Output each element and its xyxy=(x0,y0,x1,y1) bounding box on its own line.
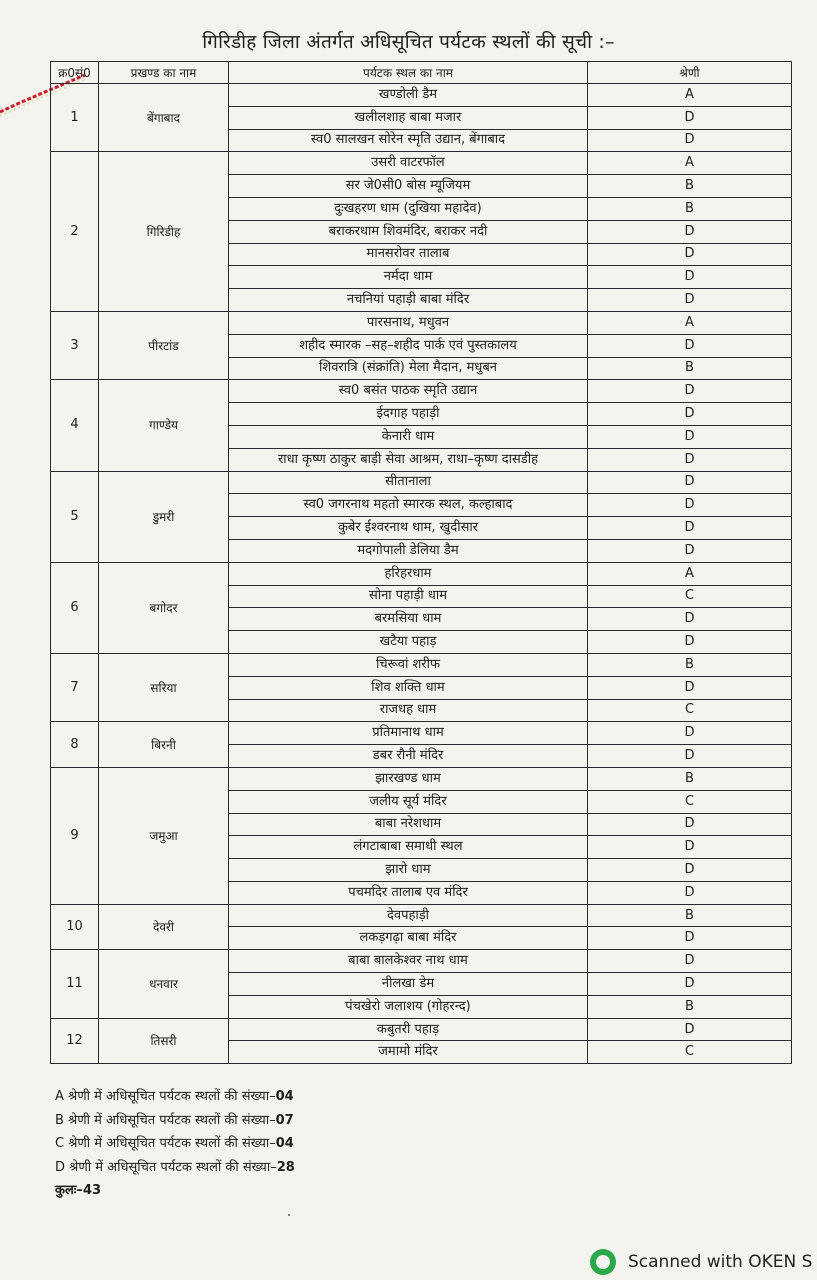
category-cell: D xyxy=(588,927,792,950)
category-cell: D xyxy=(588,471,792,494)
serial-number-cell: 9 xyxy=(51,767,99,904)
site-name-cell: बरमसिया धाम xyxy=(229,608,588,631)
site-name-cell: उसरी वाटरफॉल xyxy=(229,152,588,175)
table-row xyxy=(51,152,792,175)
site-name-cell: राधा कृष्ण ठाकुर बाड़ी सेवा आश्रम, राधा–कृष्ण दासडीह xyxy=(229,448,588,471)
category-cell: D xyxy=(588,243,792,266)
category-cell: C xyxy=(588,699,792,722)
serial-number-cell: 7 xyxy=(51,653,99,721)
category-cell: B xyxy=(588,904,792,927)
category-cell: D xyxy=(588,608,792,631)
category-cell: A xyxy=(588,562,792,585)
total-line: कुलः–43 xyxy=(55,1183,102,1198)
category-cell: B xyxy=(588,767,792,790)
tourist-sites-table xyxy=(50,61,792,1064)
category-cell: A xyxy=(588,311,792,334)
site-name-cell: स्व0 जगरनाथ महतो स्मारक स्थल, कल्हाबाद xyxy=(229,494,588,517)
site-name-cell: बाबा नरेशधाम xyxy=(229,813,588,836)
category-cell: D xyxy=(588,334,792,357)
site-name-cell: पंचखेरो जलाशय (गोहरन्द) xyxy=(229,995,588,1018)
table-row xyxy=(51,722,792,745)
block-name-cell: देवरी xyxy=(99,904,229,950)
category-cell: D xyxy=(588,129,792,152)
oken-logo-icon xyxy=(590,1249,616,1275)
category-cell: B xyxy=(588,175,792,198)
site-name-cell: नचनियां पहाड़ी बाबा मंदिर xyxy=(229,289,588,312)
table-row xyxy=(51,311,792,334)
block-name-cell: बिरनी xyxy=(99,722,229,768)
site-name-cell: सोना पहाड़ी धाम xyxy=(229,585,588,608)
summary-line-b: B श्रेणी में अधिसूचित पर्यटक स्थलों की संख्या–07 xyxy=(55,1112,294,1128)
category-cell: D xyxy=(588,539,792,562)
site-name-cell: शहीद स्मारक –सह–शहीद पार्क एवं पुस्तकालय xyxy=(229,334,588,357)
site-name-cell: कबुतरी पहाड़ xyxy=(229,1018,588,1041)
site-name-cell: लंगटाबाबा समाधी स्थल xyxy=(229,836,588,859)
serial-number-cell: 12 xyxy=(51,1018,99,1064)
table-row xyxy=(51,471,792,494)
category-cell: D xyxy=(588,813,792,836)
category-cell: C xyxy=(588,585,792,608)
category-cell: D xyxy=(588,403,792,426)
site-name-cell: जलीय सूर्य मंदिर xyxy=(229,790,588,813)
site-name-cell: खटैया पहाड़ xyxy=(229,631,588,654)
site-name-cell: हरिहरधाम xyxy=(229,562,588,585)
serial-number-cell: 3 xyxy=(51,311,99,379)
site-name-cell: पचमदिर तालाब एव मंदिर xyxy=(229,881,588,904)
block-name-cell: गाण्डेय xyxy=(99,380,229,471)
header-serial-number: क्र0सं0 xyxy=(51,62,99,84)
site-name-cell: सर जे0सी0 बोस म्यूजियम xyxy=(229,175,588,198)
site-name-cell: कुबेर ईश्वरनाथ धाम, खुदीसार xyxy=(229,517,588,540)
site-name-cell: बराकरधाम शिवमंदिर, बराकर नदी xyxy=(229,220,588,243)
page-title: गिरिडीह जिला अंतर्गत अधिसूचित पर्यटक स्थलों की सूची :– xyxy=(202,31,615,53)
site-name-cell: नर्मदा धाम xyxy=(229,266,588,289)
category-cell: C xyxy=(588,1041,792,1064)
serial-number-cell: 8 xyxy=(51,722,99,768)
serial-number-cell: 6 xyxy=(51,562,99,653)
category-cell: D xyxy=(588,950,792,973)
site-name-cell: झारखण्ड धाम xyxy=(229,767,588,790)
table-body xyxy=(51,84,792,1064)
category-cell: D xyxy=(588,676,792,699)
scanner-watermark xyxy=(590,1248,817,1276)
category-cell: D xyxy=(588,266,792,289)
site-name-cell: ईदगाह पहाड़ी xyxy=(229,403,588,426)
site-name-cell: मानसरोवर तालाब xyxy=(229,243,588,266)
summary-line-a: A श्रेणी में अधिसूचित पर्यटक स्थलों की संख्या–04 xyxy=(55,1089,294,1104)
table-row xyxy=(51,950,792,973)
header-block-name: प्रखण्ड का नाम xyxy=(99,62,229,84)
scan-speck xyxy=(288,1214,290,1216)
block-name-cell: बेंगाबाद xyxy=(99,84,229,152)
site-name-cell: प्रतिमानाथ धाम xyxy=(229,722,588,745)
category-cell: D xyxy=(588,881,792,904)
category-cell: D xyxy=(588,220,792,243)
table-row xyxy=(51,653,792,676)
category-cell: D xyxy=(588,517,792,540)
category-cell: D xyxy=(588,494,792,517)
category-cell: D xyxy=(588,1018,792,1041)
table-header-row xyxy=(51,62,792,84)
serial-number-cell: 4 xyxy=(51,380,99,471)
category-cell: D xyxy=(588,289,792,312)
site-name-cell: स्व0 बसंत पाठक स्मृति उद्यान xyxy=(229,380,588,403)
site-name-cell: दुःखहरण धाम (दुखिया महादेव) xyxy=(229,197,588,220)
table-row xyxy=(51,380,792,403)
category-cell: B xyxy=(588,653,792,676)
serial-number-cell: 1 xyxy=(51,84,99,152)
site-name-cell: खलीलशाह बाबा मजार xyxy=(229,106,588,129)
site-name-cell: बाबा बालकेश्वर नाथ धाम xyxy=(229,950,588,973)
site-name-cell: पारसनाथ, मधुवन xyxy=(229,311,588,334)
category-cell: D xyxy=(588,973,792,996)
site-name-cell: जमामो मंदिर xyxy=(229,1041,588,1064)
summary-footer xyxy=(55,1085,295,1203)
category-cell: D xyxy=(588,859,792,882)
header-category: श्रेणी xyxy=(588,62,792,84)
category-cell: A xyxy=(588,84,792,107)
site-name-cell: लकड़गढ़ा बाबा मंदिर xyxy=(229,927,588,950)
site-name-cell: देवपहाड़ी xyxy=(229,904,588,927)
block-name-cell: जमुआ xyxy=(99,767,229,904)
block-name-cell: तिसरी xyxy=(99,1018,229,1064)
category-cell: D xyxy=(588,380,792,403)
block-name-cell: बगोदर xyxy=(99,562,229,653)
site-name-cell: चिरूवां शरीफ xyxy=(229,653,588,676)
site-name-cell: झारो धाम xyxy=(229,859,588,882)
block-name-cell: डुमरी xyxy=(99,471,229,562)
summary-line-c: C श्रेणी में अधिसूचित पर्यटक स्थलों की संख्या–04 xyxy=(55,1136,294,1151)
category-cell: D xyxy=(588,631,792,654)
block-name-cell: गिरिडीह xyxy=(99,152,229,312)
table-row xyxy=(51,904,792,927)
table-row xyxy=(51,767,792,790)
serial-number-cell: 10 xyxy=(51,904,99,950)
block-name-cell: धनवार xyxy=(99,950,229,1018)
category-cell: B xyxy=(588,197,792,220)
category-cell: C xyxy=(588,790,792,813)
summary-line-d: D श्रेणी में अधिसूचित पर्यटक स्थलों की संख्या–28 xyxy=(55,1159,295,1175)
site-name-cell: खण्डोली डैम xyxy=(229,84,588,107)
category-cell: B xyxy=(588,357,792,380)
site-name-cell: नीलखा डेम xyxy=(229,973,588,996)
category-cell: A xyxy=(588,152,792,175)
block-name-cell: सरिया xyxy=(99,653,229,721)
watermark-text: Scanned with OKEN S xyxy=(628,1252,813,1272)
category-cell: D xyxy=(588,106,792,129)
serial-number-cell: 11 xyxy=(51,950,99,1018)
table-row xyxy=(51,562,792,585)
site-name-cell: डबर रौनी मंदिर xyxy=(229,745,588,768)
site-name-cell: मदगोपाली डेलिया डैम xyxy=(229,539,588,562)
header-site-name: पर्यटक स्थल का नाम xyxy=(229,62,588,84)
category-cell: B xyxy=(588,995,792,1018)
category-cell: D xyxy=(588,836,792,859)
block-name-cell: पीरटांड xyxy=(99,311,229,379)
site-name-cell: शिवरात्रि (संक्रांति) मेला मैदान, मधुबन xyxy=(229,357,588,380)
site-name-cell: सीतानाला xyxy=(229,471,588,494)
site-name-cell: केनारी धाम xyxy=(229,425,588,448)
category-cell: D xyxy=(588,745,792,768)
site-name-cell: राजधह धाम xyxy=(229,699,588,722)
site-name-cell: शिव शक्ति धाम xyxy=(229,676,588,699)
site-name-cell: स्व0 सालखन सोरेन स्मृति उद्यान, बेंगाबाद xyxy=(229,129,588,152)
category-cell: D xyxy=(588,722,792,745)
table-row xyxy=(51,1018,792,1041)
category-cell: D xyxy=(588,425,792,448)
serial-number-cell: 5 xyxy=(51,471,99,562)
table-row xyxy=(51,84,792,107)
serial-number-cell: 2 xyxy=(51,152,99,312)
category-cell: D xyxy=(588,448,792,471)
